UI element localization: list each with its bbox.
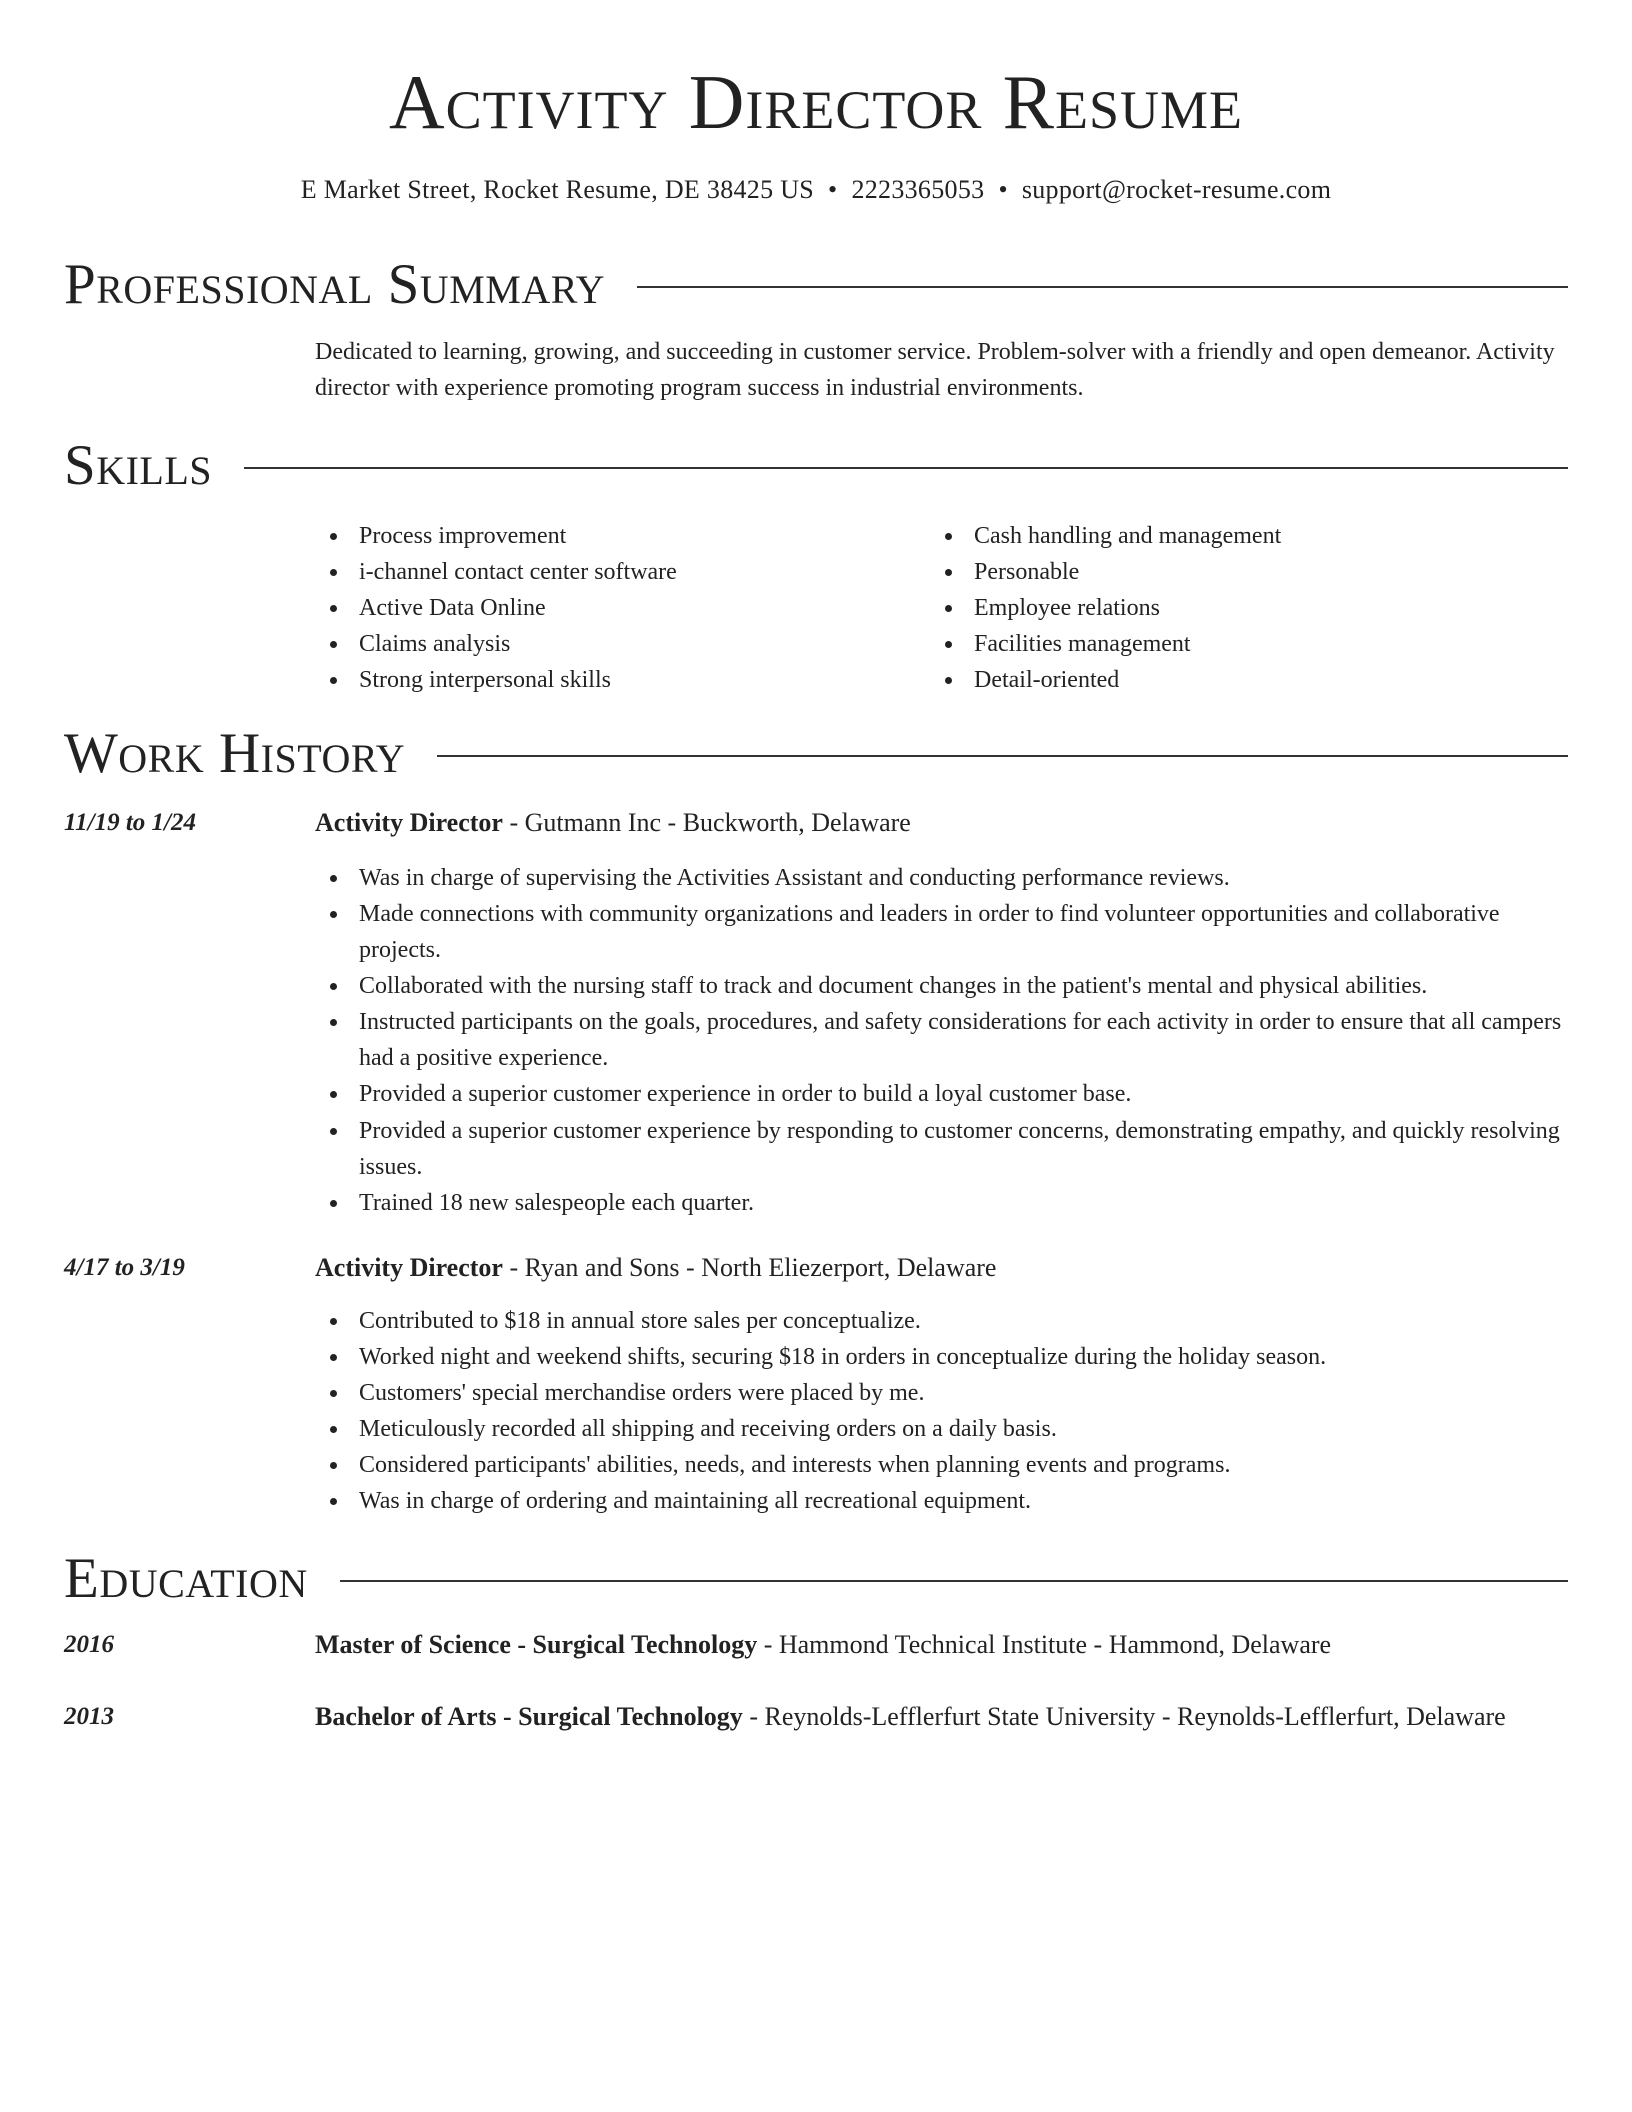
job-bullet: Worked night and weekend shifts, securing $18 in orders in conceptualize during the holiday season. [315,1339,1568,1375]
resume-title: Activity Director Resume [388,59,1244,145]
section-title-education: Education [64,1547,308,1610]
skill-item: Personable [930,554,1550,590]
skill-item: Facilities management [930,626,1550,662]
summary-text: Dedicated to learning, growing, and succeeding in customer service. Problem-solver with a friendly and open demeanor. Activity director with experience promoting program success in industrial environments. [315,339,1555,401]
job-bullet: Trained 18 new salespeople each quarter. [315,1185,1568,1221]
section-divider [637,286,1568,288]
skill-item: Claims analysis [315,626,915,662]
education-year: 2013 [64,1703,114,1730]
skills-list-right [930,518,1550,698]
job-bullet-list [315,1303,1568,1519]
job-heading [315,1250,1568,1286]
job-bullet: Made connections with community organizations and leaders in order to find volunteer opportunities and collaborative projects. [315,896,1568,968]
job-employer: - Ryan and Sons - North Eliezerport, Delaware [502,1253,997,1282]
job-employer: - Gutmann Inc - Buckworth, Delaware [502,808,911,837]
contact-separator: • [998,175,1008,204]
education-entry [315,1627,1568,1663]
contact-email: support@rocket-resume.com [1021,175,1332,204]
section-title-work: Work History [64,722,406,785]
skills-list-left [315,518,915,698]
job-bullet: Meticulously recorded all shipping and receiving orders on a daily basis. [315,1411,1568,1447]
job-bullet: Collaborated with the nursing staff to track and document changes in the patient's mental and physical abilities. [315,968,1568,1004]
contact-line [0,172,1632,208]
job-title: Activity Director [315,1253,503,1282]
job-bullet: Provided a superior customer experience by responding to customer concerns, demonstrating empathy, and quickly resolving issues. [315,1113,1568,1185]
job-bullet: Considered participants' abilities, needs, and interests when planning events and programs. [315,1447,1568,1483]
section-title-summary: Professional Summary [64,253,606,316]
education-school: - Hammond Technical Institute - Hammond, Delaware [757,1630,1332,1659]
contact-phone: 2223365053 [851,175,985,204]
contact-separator: • [828,175,838,204]
skill-item: Process improvement [315,518,915,554]
job-bullet: Customers' special merchandise orders were placed by me. [315,1375,1568,1411]
skill-item: i-channel contact center software [315,554,915,590]
job-bullet: Instructed participants on the goals, procedures, and safety considerations for each activity in order to ensure that all campers had a positive experience. [315,1004,1568,1076]
section-header-summary [64,253,1568,317]
section-divider [437,755,1568,757]
job-bullet: Was in charge of ordering and maintaining all recreational equipment. [315,1483,1568,1519]
skill-item: Active Data Online [315,590,915,626]
section-divider [244,467,1568,469]
job-bullet: Was in charge of supervising the Activities Assistant and conducting performance reviews. [315,860,1568,896]
section-title-skills: Skills [64,434,213,497]
section-divider [340,1580,1568,1582]
skill-item: Strong interpersonal skills [315,662,915,698]
education-degree: Master of Science - Surgical Technology [315,1630,758,1659]
job-dates: 4/17 to 3/19 [64,1254,185,1281]
education-entry [315,1699,1568,1735]
job-heading [315,805,1568,841]
skill-item: Employee relations [930,590,1550,626]
section-header-skills [64,434,1568,498]
skill-item: Cash handling and management [930,518,1550,554]
skill-item: Detail-oriented [930,662,1550,698]
education-school: - Reynolds-Lefflerfurt State University - Reynolds-Lefflerfurt, Delaware [742,1702,1506,1731]
section-header-education [64,1547,1568,1611]
job-title: Activity Director [315,808,503,837]
education-degree: Bachelor of Arts - Surgical Technology [315,1702,743,1731]
job-bullet-list [315,860,1568,1221]
contact-address: E Market Street, Rocket Resume, DE 38425 US [300,175,815,204]
job-dates: 11/19 to 1/24 [64,809,196,836]
job-bullet: Contributed to $18 in annual store sales per conceptualize. [315,1303,1568,1339]
job-bullet: Provided a superior customer experience in order to build a loyal customer base. [315,1076,1568,1112]
education-year: 2016 [64,1631,114,1658]
section-header-work [64,722,1568,786]
